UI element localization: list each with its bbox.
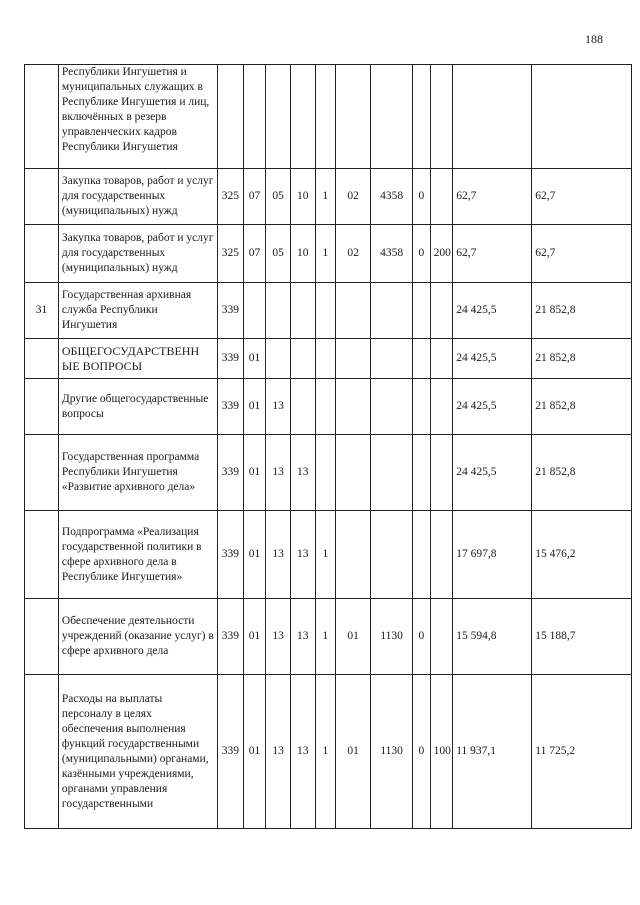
cell-rz: 07 xyxy=(243,225,266,283)
cell-cs-event xyxy=(336,65,371,169)
cell-cs-program: 13 xyxy=(290,511,315,599)
cell-sum-2: 11 725,2 xyxy=(532,675,632,829)
cell-cs-program: 13 xyxy=(290,675,315,829)
cell-cs-direction xyxy=(371,339,413,379)
cell-pr: 13 xyxy=(266,379,291,435)
cell-gr: 339 xyxy=(218,435,244,511)
cell-number xyxy=(25,169,59,225)
cell-rz: 01 xyxy=(243,339,266,379)
cell-sum-2: 15 188,7 xyxy=(532,599,632,675)
cell-cs-direction xyxy=(371,283,413,339)
cell-pr: 13 xyxy=(266,435,291,511)
cell-cs-direction: 4358 xyxy=(371,225,413,283)
cell-number xyxy=(25,65,59,169)
cell-pr: 05 xyxy=(266,225,291,283)
cell-vr xyxy=(430,283,453,339)
table-row xyxy=(25,675,632,829)
cell-cs-direction xyxy=(371,435,413,511)
cell-number xyxy=(25,675,59,829)
cell-name: Республики Ингушетия и муниципальных служащих в Республике Ингушетия и лиц, включённых в резерв управленческих кадров Республики Ингушетия xyxy=(58,65,217,169)
cell-number xyxy=(25,511,59,599)
cell-sum-1: 11 937,1 xyxy=(453,675,532,829)
cell-sum-1: 24 425,5 xyxy=(453,283,532,339)
cell-name: Закупка товаров, работ и услуг для государственных (муниципальных) нужд xyxy=(58,225,217,283)
cell-cs-zero xyxy=(413,339,430,379)
cell-sum-2: 21 852,8 xyxy=(532,379,632,435)
cell-sum-2: 21 852,8 xyxy=(532,339,632,379)
cell-number xyxy=(25,435,59,511)
cell-cs-subprogram: 1 xyxy=(315,599,336,675)
cell-cs-subprogram xyxy=(315,65,336,169)
cell-gr: 339 xyxy=(218,675,244,829)
cell-cs-zero xyxy=(413,65,430,169)
cell-cs-subprogram xyxy=(315,283,336,339)
table-row xyxy=(25,283,632,339)
cell-cs-subprogram: 1 xyxy=(315,675,336,829)
cell-cs-subprogram xyxy=(315,379,336,435)
cell-cs-zero: 0 xyxy=(413,599,430,675)
cell-cs-direction xyxy=(371,511,413,599)
cell-name: Государственная программа Республики Ингушетия «Развитие архивного дела» xyxy=(58,435,217,511)
cell-vr: 200 xyxy=(430,225,453,283)
cell-sum-1: 24 425,5 xyxy=(453,339,532,379)
cell-rz: 01 xyxy=(243,435,266,511)
table-row xyxy=(25,225,632,283)
cell-cs-direction: 4358 xyxy=(371,169,413,225)
cell-gr: 339 xyxy=(218,379,244,435)
table-row xyxy=(25,599,632,675)
cell-gr: 325 xyxy=(218,169,244,225)
cell-sum-1: 62,7 xyxy=(453,169,532,225)
cell-vr xyxy=(430,65,453,169)
cell-cs-zero xyxy=(413,511,430,599)
cell-rz: 01 xyxy=(243,675,266,829)
cell-sum-1 xyxy=(453,65,532,169)
cell-gr: 339 xyxy=(218,599,244,675)
cell-cs-event: 02 xyxy=(336,169,371,225)
table-row xyxy=(25,65,632,169)
cell-sum-2: 62,7 xyxy=(532,225,632,283)
cell-sum-1: 15 594,8 xyxy=(453,599,532,675)
cell-cs-zero: 0 xyxy=(413,169,430,225)
cell-cs-zero xyxy=(413,379,430,435)
cell-cs-event xyxy=(336,283,371,339)
cell-cs-event xyxy=(336,511,371,599)
cell-number xyxy=(25,379,59,435)
cell-cs-zero xyxy=(413,435,430,511)
cell-vr xyxy=(430,339,453,379)
cell-cs-zero xyxy=(413,283,430,339)
cell-cs-direction: 1130 xyxy=(371,599,413,675)
cell-rz: 01 xyxy=(243,599,266,675)
cell-name: Другие общегосударственные вопросы xyxy=(58,379,217,435)
cell-vr xyxy=(430,435,453,511)
cell-cs-zero: 0 xyxy=(413,675,430,829)
cell-sum-1: 24 425,5 xyxy=(453,379,532,435)
cell-sum-1: 17 697,8 xyxy=(453,511,532,599)
table-row xyxy=(25,511,632,599)
cell-number: 31 xyxy=(25,283,59,339)
budget-table xyxy=(24,64,632,829)
cell-sum-1: 62,7 xyxy=(453,225,532,283)
cell-rz: 01 xyxy=(243,379,266,435)
cell-gr: 339 xyxy=(218,283,244,339)
cell-sum-1: 24 425,5 xyxy=(453,435,532,511)
cell-cs-event xyxy=(336,435,371,511)
cell-rz xyxy=(243,283,266,339)
cell-rz: 01 xyxy=(243,511,266,599)
cell-vr xyxy=(430,599,453,675)
cell-gr: 325 xyxy=(218,225,244,283)
cell-pr: 05 xyxy=(266,169,291,225)
cell-sum-2: 15 476,2 xyxy=(532,511,632,599)
cell-name: Подпрограмма «Реализация государственной политики в сфере архивного дела в Республике Ингушетия» xyxy=(58,511,217,599)
cell-rz xyxy=(243,65,266,169)
cell-cs-subprogram: 1 xyxy=(315,225,336,283)
cell-gr: 339 xyxy=(218,511,244,599)
cell-rz: 07 xyxy=(243,169,266,225)
cell-vr xyxy=(430,169,453,225)
cell-cs-program: 10 xyxy=(290,225,315,283)
cell-cs-subprogram xyxy=(315,435,336,511)
cell-cs-direction xyxy=(371,379,413,435)
cell-cs-event xyxy=(336,339,371,379)
cell-sum-2: 21 852,8 xyxy=(532,435,632,511)
cell-vr xyxy=(430,379,453,435)
cell-cs-event xyxy=(336,379,371,435)
cell-name: ОБЩЕГОСУДАРСТВЕНН ЫЕ ВОПРОСЫ xyxy=(58,339,217,379)
cell-cs-subprogram: 1 xyxy=(315,511,336,599)
cell-vr: 100 xyxy=(430,675,453,829)
cell-vr xyxy=(430,511,453,599)
cell-number xyxy=(25,225,59,283)
cell-cs-subprogram: 1 xyxy=(315,169,336,225)
cell-pr: 13 xyxy=(266,511,291,599)
cell-pr xyxy=(266,283,291,339)
cell-cs-event: 02 xyxy=(336,225,371,283)
cell-gr: 339 xyxy=(218,339,244,379)
cell-cs-zero: 0 xyxy=(413,225,430,283)
cell-sum-2: 62,7 xyxy=(532,169,632,225)
cell-pr: 13 xyxy=(266,599,291,675)
cell-sum-2: 21 852,8 xyxy=(532,283,632,339)
cell-cs-event: 01 xyxy=(336,675,371,829)
cell-pr xyxy=(266,339,291,379)
cell-number xyxy=(25,339,59,379)
cell-cs-program xyxy=(290,339,315,379)
table-row xyxy=(25,435,632,511)
cell-cs-program: 13 xyxy=(290,435,315,511)
cell-cs-program xyxy=(290,65,315,169)
cell-cs-subprogram xyxy=(315,339,336,379)
cell-name: Государственная архивная служба Республики Ингушетия xyxy=(58,283,217,339)
cell-cs-program xyxy=(290,379,315,435)
cell-name: Закупка товаров, работ и услуг для государственных (муниципальных) нужд xyxy=(58,169,217,225)
cell-cs-direction xyxy=(371,65,413,169)
cell-cs-program xyxy=(290,283,315,339)
cell-sum-2 xyxy=(532,65,632,169)
cell-cs-program: 13 xyxy=(290,599,315,675)
table-row xyxy=(25,339,632,379)
cell-pr: 13 xyxy=(266,675,291,829)
table-row xyxy=(25,169,632,225)
cell-name: Обеспечение деятельности учреждений (оказание услуг) в сфере архивного дела xyxy=(58,599,217,675)
cell-cs-event: 01 xyxy=(336,599,371,675)
cell-pr xyxy=(266,65,291,169)
cell-cs-direction: 1130 xyxy=(371,675,413,829)
cell-gr xyxy=(218,65,244,169)
cell-name: Расходы на выплаты персоналу в целях обеспечения выполнения функций государственными (муниципальными) органами, казёнными учреждениями, органами управления государственными xyxy=(58,675,217,829)
table-row xyxy=(25,379,632,435)
cell-cs-program: 10 xyxy=(290,169,315,225)
page-number: 188 xyxy=(585,32,603,46)
cell-number xyxy=(25,599,59,675)
